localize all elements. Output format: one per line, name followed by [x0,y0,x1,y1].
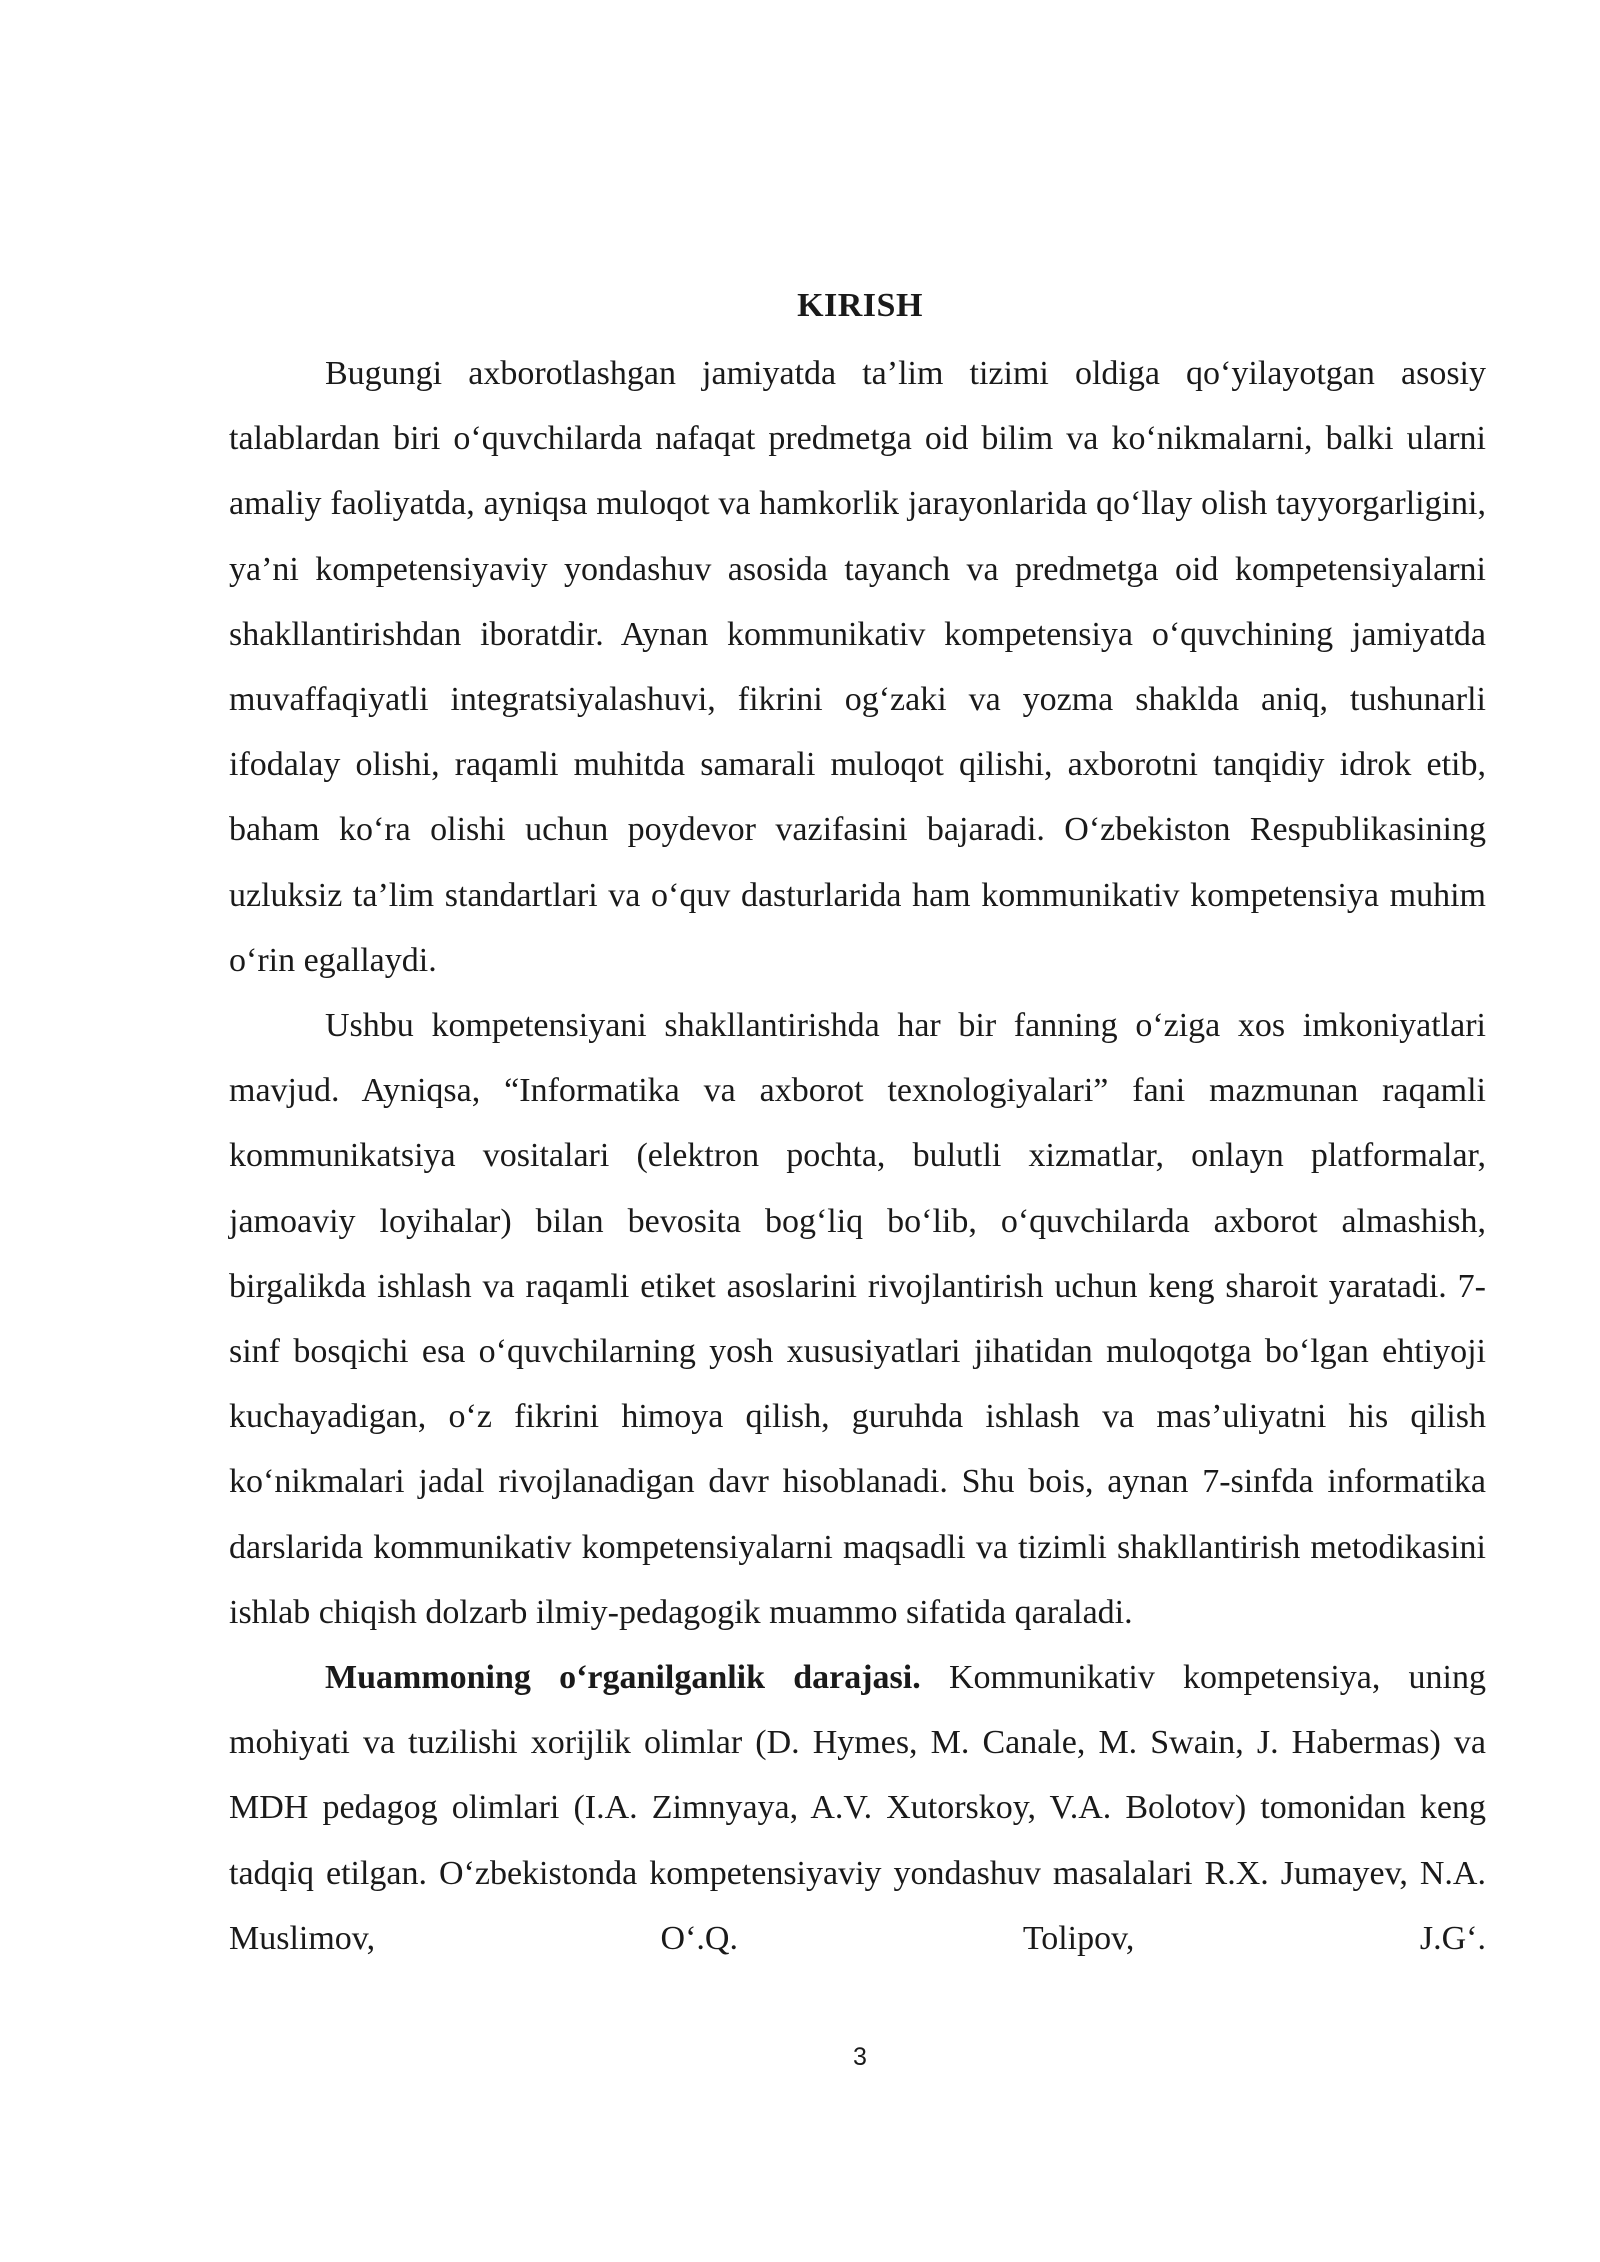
body-text [229,341,1486,1971]
paragraph-text: Ushbu kompetensiyani shakllantirishda har bir fanning o‘ziga xos imkoniyatlari mavjud. Ayniqsa, “Informatika va axborot texnologiyalari” fani mazmunan raqamli kommunikatsiya vositalari (elektron pochta, bulutli xizmatlar, onlayn platformalar, jamoaviy loyihalar) bilan bevosita bog‘liq bo‘lib, o‘quvchilarda axborot almashish, birgalikda ishlash va raqamli etiket asoslarini rivojlantirish uchun keng sharoit yaratadi. 7-sinf bosqichi esa o‘quvchilarning yosh xususiyatlari jihatidan muloqotga bo‘lgan ehtiyoji kuchayadigan, o‘z fikrini himoya qilish, guruhda ishlash va mas’uliyatni his qilish ko‘nikmalari jadal rivojlanadigan davr hisoblanadi. Shu bois, aynan 7-sinfda informatika darslarida kommunikativ kompetensiyalarni maqsadli va tizimli shakllantirish metodikasini ishlab chiqish dolzarb ilmiy-pedagogik muammo sifatida qaraladi. [229,1007,1486,1631]
section-heading: KIRISH [797,287,923,324]
paragraph-subject-relevance [229,993,1486,1645]
page-number: 3 [853,2043,867,2071]
paragraph-text: Kommunikativ kompetensiya, uning mohiyati va tuzilishi xorijlik olimlar (D. Hymes, M. Canale, M. Swain, J. Habermas) va MDH pedagog olimlari (I.A. Zimnyaya, A.V. Xutorskoy, V.A. Bolotov) tomonidan keng tadqiq etilgan. O‘zbekistonda kompetensiyaviy yondashuv masalalari R.X. Jumayev, N.A. Muslimov, O‘.Q. Tolipov, J.G‘. [229,1659,1486,1957]
paragraph-text: Bugungi axborotlashgan jamiyatda ta’lim tizimi oldiga qo‘yilayotgan asosiy talablardan biri o‘quvchilarda nafaqat predmetga oid bilim va ko‘nikmalarni, balki ularni amaliy faoliyatda, ayniqsa muloqot va hamkorlik jarayonlarida qo‘llay olish tayyorgarligini, ya’ni kompetensiyaviy yondashuv asosida tayanch va predmetga oid kompetensiyalarni shakllantirishdan iboratdir. Aynan kommunikativ kompetensiya o‘quvchining jamiyatda muvaffaqiyatli integratsiyalashuvi, fikrini og‘zaki va yozma shaklda aniq, tushunarli ifodalay olishi, raqamli muhitda samarali muloqot qilishi, axborotni tanqidiy idrok etib, baham ko‘ra olishi uchun poydevor vazifasini bajaradi. O‘zbekiston Respublikasining uzluksiz ta’lim standartlari va o‘quv dasturlarida ham kommunikativ kompetensiya muhim o‘rin egallaydi. [229,355,1486,979]
paragraph-intro [229,341,1486,993]
paragraph-research-level [229,1645,1486,1971]
paragraph-lead-heading: Muammoning o‘rganilganlik darajasi. [325,1659,921,1697]
